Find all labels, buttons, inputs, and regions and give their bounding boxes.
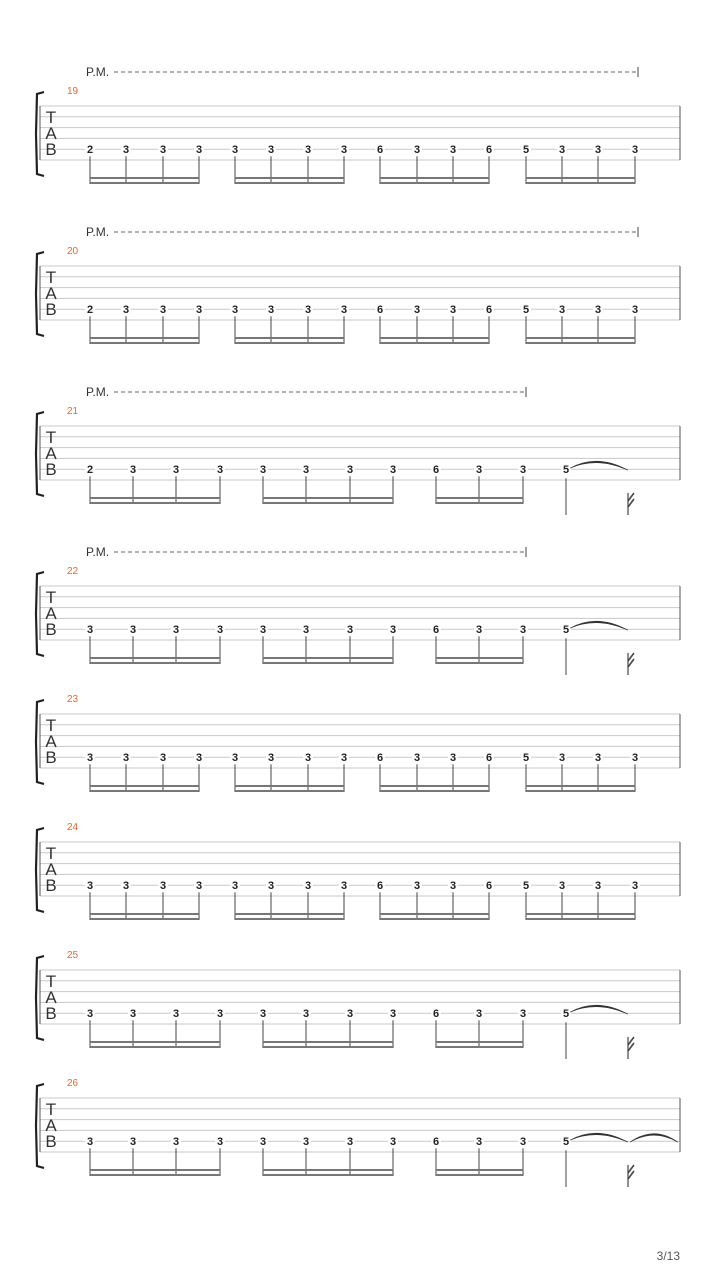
beam (436, 657, 523, 659)
fret-number: 3 (631, 144, 639, 157)
beam (90, 502, 220, 504)
fret-number: 3 (413, 752, 421, 765)
fret-number: 5 (522, 880, 530, 893)
beam (90, 177, 199, 179)
tab-clef-letter: T (45, 716, 57, 735)
beam (90, 1041, 220, 1043)
fret-number: 3 (519, 1136, 527, 1149)
fret-number: 3 (259, 624, 267, 637)
fret-number: 5 (522, 304, 530, 317)
beam (380, 785, 489, 787)
fret-number: 6 (376, 752, 384, 765)
beam (90, 1046, 220, 1048)
beam (263, 1046, 393, 1048)
fret-number: 6 (432, 624, 440, 637)
beam (263, 497, 393, 499)
fret-number: 3 (594, 144, 602, 157)
tab-clef-letter: T (45, 108, 57, 127)
fret-number: 3 (122, 752, 130, 765)
fret-number: 2 (86, 144, 94, 157)
fret-number: 3 (231, 304, 239, 317)
fret-number: 3 (86, 624, 94, 637)
fret-number: 3 (304, 304, 312, 317)
fret-number: 3 (346, 1008, 354, 1021)
fret-number: 3 (389, 1008, 397, 1021)
fret-number: 3 (259, 1008, 267, 1021)
beam (90, 918, 199, 920)
beam (436, 502, 523, 504)
tab-clef-letter: A (45, 284, 57, 303)
fret-number: 3 (195, 144, 203, 157)
measure-number: 21 (67, 406, 79, 417)
measure-number: 25 (67, 950, 79, 961)
fret-number: 3 (122, 880, 130, 893)
fret-number: 3 (122, 304, 130, 317)
tab-clef-letter: B (45, 620, 57, 639)
staff-system (36, 385, 680, 515)
beam (263, 502, 393, 504)
beam (235, 177, 344, 179)
fret-number: 3 (129, 1136, 137, 1149)
fret-number: 3 (631, 752, 639, 765)
fret-number: 3 (159, 144, 167, 157)
fret-number: 6 (485, 304, 493, 317)
tab-clef-letter: T (45, 588, 57, 607)
fret-number: 3 (267, 752, 275, 765)
fret-number: 3 (302, 1136, 310, 1149)
fret-number: 3 (346, 1136, 354, 1149)
fret-number: 3 (231, 880, 239, 893)
fret-number: 3 (558, 304, 566, 317)
beam (90, 913, 199, 915)
beam (436, 1046, 523, 1048)
tab-clef-letter: B (45, 1004, 57, 1023)
beam (436, 662, 523, 664)
beam (263, 657, 393, 659)
fret-number: 3 (216, 464, 224, 477)
fret-number: 3 (231, 144, 239, 157)
beam (235, 790, 344, 792)
tab-clef-letter: A (45, 860, 57, 879)
fret-number: 3 (216, 1136, 224, 1149)
beam (235, 913, 344, 915)
beam (380, 918, 489, 920)
fret-number: 3 (259, 1136, 267, 1149)
fret-number: 3 (267, 144, 275, 157)
beam (263, 1169, 393, 1171)
fret-number: 3 (631, 304, 639, 317)
fret-number: 2 (86, 464, 94, 477)
tab-clef-letter: T (45, 268, 57, 287)
fret-number: 3 (159, 304, 167, 317)
beam (90, 785, 199, 787)
tab-clef-letter: T (45, 1100, 57, 1119)
fret-number: 3 (449, 144, 457, 157)
beam (90, 657, 220, 659)
staff-system (36, 822, 680, 920)
fret-number: 3 (631, 880, 639, 893)
fret-number: 3 (172, 624, 180, 637)
beam (90, 1174, 220, 1176)
beam (380, 913, 489, 915)
tab-clef-letter: B (45, 876, 57, 895)
fret-number: 3 (195, 304, 203, 317)
fret-number: 3 (195, 752, 203, 765)
tab-clef-letter: B (45, 300, 57, 319)
beam (380, 342, 489, 344)
fret-number: 3 (304, 752, 312, 765)
fret-number: 3 (475, 464, 483, 477)
tied-fret-number: 5 (562, 624, 570, 637)
fret-number: 3 (413, 144, 421, 157)
staff-system (36, 694, 680, 792)
beam (263, 1041, 393, 1043)
tab-clef-letter: A (45, 1116, 57, 1135)
fret-number: 3 (340, 304, 348, 317)
tab-clef-letter: A (45, 124, 57, 143)
measure-number: 22 (67, 566, 79, 577)
fret-number: 3 (519, 1008, 527, 1021)
fret-number: 3 (594, 880, 602, 893)
beam (526, 182, 635, 184)
fret-number: 5 (522, 752, 530, 765)
page-number: 3/13 (656, 1249, 680, 1263)
fret-number: 3 (304, 144, 312, 157)
fret-number: 3 (159, 880, 167, 893)
beam (263, 662, 393, 664)
beam (526, 918, 635, 920)
measure-number: 26 (67, 1078, 79, 1089)
fret-number: 3 (449, 880, 457, 893)
fret-number: 3 (122, 144, 130, 157)
beam (436, 1169, 523, 1171)
measure-number: 23 (67, 694, 79, 705)
fret-number: 3 (449, 304, 457, 317)
tab-clef-letter: B (45, 140, 57, 159)
tied-fret-number: 5 (562, 464, 570, 477)
fret-number: 3 (159, 752, 167, 765)
tab-clef-letter: T (45, 844, 57, 863)
beam (235, 342, 344, 344)
fret-number: 6 (485, 752, 493, 765)
staff-system (36, 225, 680, 344)
fret-number: 6 (432, 1136, 440, 1149)
beam (235, 918, 344, 920)
fret-number: 3 (231, 752, 239, 765)
tab-clef-letter: A (45, 988, 57, 1007)
fret-number: 3 (340, 880, 348, 893)
fret-number: 6 (376, 880, 384, 893)
beam (90, 182, 199, 184)
palm-mute-label: P.M. (86, 385, 110, 399)
beam (380, 337, 489, 339)
fret-number: 3 (302, 1008, 310, 1021)
fret-number: 3 (216, 1008, 224, 1021)
fret-number: 3 (259, 464, 267, 477)
fret-number: 6 (485, 880, 493, 893)
beam (235, 182, 344, 184)
fret-number: 3 (389, 1136, 397, 1149)
fret-number: 3 (594, 304, 602, 317)
fret-number: 3 (558, 880, 566, 893)
palm-mute-label: P.M. (86, 65, 110, 79)
fret-number: 3 (340, 752, 348, 765)
tied-fret-number: 5 (562, 1008, 570, 1021)
staff-system (36, 65, 680, 184)
beam (526, 785, 635, 787)
fret-number: 3 (346, 624, 354, 637)
tab-clef-letter: B (45, 748, 57, 767)
fret-number: 3 (267, 880, 275, 893)
fret-number: 3 (86, 1008, 94, 1021)
beam (90, 337, 199, 339)
beam (90, 790, 199, 792)
fret-number: 3 (594, 752, 602, 765)
fret-number: 3 (558, 752, 566, 765)
fret-number: 3 (195, 880, 203, 893)
palm-mute-label: P.M. (86, 225, 110, 239)
fret-number: 3 (172, 1136, 180, 1149)
staff-system (36, 545, 680, 675)
beam (90, 497, 220, 499)
fret-number: 3 (519, 624, 527, 637)
beam (90, 1169, 220, 1171)
fret-number: 3 (267, 304, 275, 317)
fret-number: 3 (413, 880, 421, 893)
beam (90, 662, 220, 664)
tab-clef-letter: A (45, 444, 57, 463)
fret-number: 3 (172, 1008, 180, 1021)
fret-number: 3 (129, 1008, 137, 1021)
fret-number: 3 (86, 752, 94, 765)
palm-mute-label: P.M. (86, 545, 110, 559)
beam (526, 342, 635, 344)
beam (380, 182, 489, 184)
beam (526, 913, 635, 915)
fret-number: 3 (475, 1136, 483, 1149)
beam (436, 1174, 523, 1176)
fret-number: 3 (86, 1136, 94, 1149)
fret-number: 3 (346, 464, 354, 477)
measure-number: 20 (67, 246, 79, 257)
fret-number: 3 (389, 624, 397, 637)
fret-number: 6 (432, 1008, 440, 1021)
fret-number: 3 (129, 464, 137, 477)
fret-number: 5 (522, 144, 530, 157)
fret-number: 2 (86, 304, 94, 317)
fret-number: 3 (389, 464, 397, 477)
beam (90, 342, 199, 344)
tab-clef-letter: B (45, 1132, 57, 1151)
fret-number: 3 (475, 1008, 483, 1021)
fret-number: 3 (216, 624, 224, 637)
measure-number: 19 (67, 86, 79, 97)
staff-system (36, 1078, 680, 1187)
fret-number: 3 (86, 880, 94, 893)
fret-number: 3 (172, 464, 180, 477)
beam (380, 790, 489, 792)
tied-fret-number: 5 (562, 1136, 570, 1149)
beam (235, 337, 344, 339)
beam (436, 1041, 523, 1043)
fret-number: 6 (432, 464, 440, 477)
tab-clef-letter: A (45, 604, 57, 623)
fret-number: 3 (449, 752, 457, 765)
beam (526, 790, 635, 792)
fret-number: 3 (519, 464, 527, 477)
tab-clef-letter: A (45, 732, 57, 751)
fret-number: 3 (558, 144, 566, 157)
fret-number: 6 (376, 144, 384, 157)
tab-clef-letter: B (45, 460, 57, 479)
fret-number: 3 (340, 144, 348, 157)
beam (235, 785, 344, 787)
tab-clef-letter: T (45, 428, 57, 447)
tab-clef-letter: T (45, 972, 57, 991)
fret-number: 3 (413, 304, 421, 317)
fret-number: 3 (304, 880, 312, 893)
beam (526, 177, 635, 179)
beam (436, 497, 523, 499)
staff-system (36, 950, 680, 1059)
fret-number: 3 (475, 624, 483, 637)
fret-number: 6 (485, 144, 493, 157)
fret-number: 3 (129, 624, 137, 637)
beam (380, 177, 489, 179)
beam (526, 337, 635, 339)
fret-number: 3 (302, 464, 310, 477)
measure-number: 24 (67, 822, 79, 833)
fret-number: 6 (376, 304, 384, 317)
beam (263, 1174, 393, 1176)
fret-number: 3 (302, 624, 310, 637)
